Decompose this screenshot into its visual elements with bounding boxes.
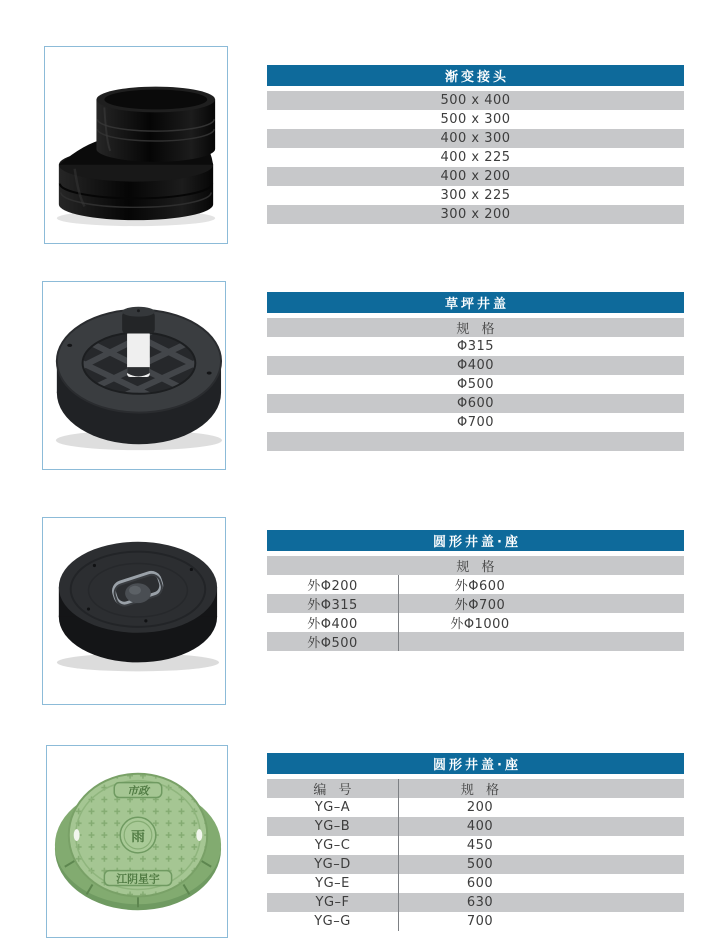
spec-cell: 外Φ200 [307, 579, 358, 594]
table-row [267, 594, 684, 613]
spec-cell: 600 [466, 876, 494, 891]
table-row [267, 798, 684, 817]
spec-cell: 外Φ315 [307, 598, 358, 613]
green-cover-photo-box [46, 745, 228, 938]
spec-cell: 630 [466, 895, 494, 910]
round-cover-photo [43, 518, 225, 704]
code-cell: YG–A [314, 800, 351, 815]
table-row [267, 912, 684, 931]
table-row [267, 855, 684, 874]
table-title: 渐变接头 [267, 65, 684, 86]
reducing-adapter-spec-table [267, 65, 684, 224]
code-cell: YG–G [314, 914, 351, 929]
spec-cell: 外Φ600 [454, 579, 506, 594]
code-cell: YG–B [314, 819, 351, 834]
green-cover-spec-table [267, 753, 684, 931]
table-title: 圆形井盖·座 [267, 530, 684, 551]
table-row: Φ400 [267, 356, 684, 375]
round-cover-spec-table [267, 530, 684, 651]
lawn-cover-photo-box [42, 281, 226, 470]
table-row: 400 x 200 [267, 167, 684, 186]
table-body [267, 556, 684, 651]
column-header-row [267, 779, 684, 798]
table-title: 草坪井盖 [267, 292, 684, 313]
column-divider [398, 575, 399, 651]
cover-bottom-label: 江阴星宇 [116, 872, 160, 886]
table-row [267, 575, 684, 594]
table-body [267, 91, 684, 224]
spec-cell: 400 [466, 819, 494, 834]
table-row [267, 613, 684, 632]
table-row [267, 836, 684, 855]
cover-top-label: 市政 [127, 784, 149, 798]
code-cell: YG–F [315, 895, 350, 910]
table-row: Φ315 [267, 337, 684, 356]
table-row [267, 874, 684, 893]
table-row: Φ500 [267, 375, 684, 394]
spec-cell: 外Φ1000 [450, 617, 510, 632]
spec-header-row: 规 格 [267, 556, 684, 575]
spec-cell: 外Φ500 [307, 636, 358, 651]
table-row [267, 817, 684, 836]
table-row: Φ700 [267, 413, 684, 432]
column-divider [398, 779, 399, 931]
green-cover-photo [47, 746, 227, 937]
table-row [267, 893, 684, 912]
code-cell: YG–E [315, 876, 350, 891]
table-row: 300 x 225 [267, 186, 684, 205]
code-cell: YG–D [314, 857, 351, 872]
reducing-adapter-photo [45, 47, 227, 243]
lawn-cover-spec-table [267, 292, 684, 451]
table-row [267, 432, 684, 451]
spec-cell: 700 [466, 914, 494, 929]
table-row [267, 632, 684, 651]
table-row: 500 x 300 [267, 110, 684, 129]
code-column-header: 编 号 [313, 783, 356, 798]
spec-header-row: 规 格 [267, 318, 684, 337]
spec-cell: 500 [466, 857, 494, 872]
table-body [267, 779, 684, 931]
spec-cell: 450 [466, 838, 494, 853]
table-row: 500 x 400 [267, 91, 684, 110]
lawn-cover-photo [43, 282, 225, 469]
spec-column-header: 规 格 [460, 783, 504, 798]
round-cover-photo-box [42, 517, 226, 705]
code-cell: YG–C [314, 838, 351, 853]
spec-cell: 外Φ700 [454, 598, 506, 613]
spec-cell: 外Φ400 [307, 617, 358, 632]
table-title: 圆形井盖·座 [267, 753, 684, 774]
table-row: 400 x 300 [267, 129, 684, 148]
spec-cell: 200 [466, 800, 494, 815]
table-row: 400 x 225 [267, 148, 684, 167]
reducing-adapter-photo-box [44, 46, 228, 244]
table-body [267, 318, 684, 451]
cover-center-label: 雨 [131, 829, 145, 846]
table-row: Φ600 [267, 394, 684, 413]
table-row: 300 x 200 [267, 205, 684, 224]
